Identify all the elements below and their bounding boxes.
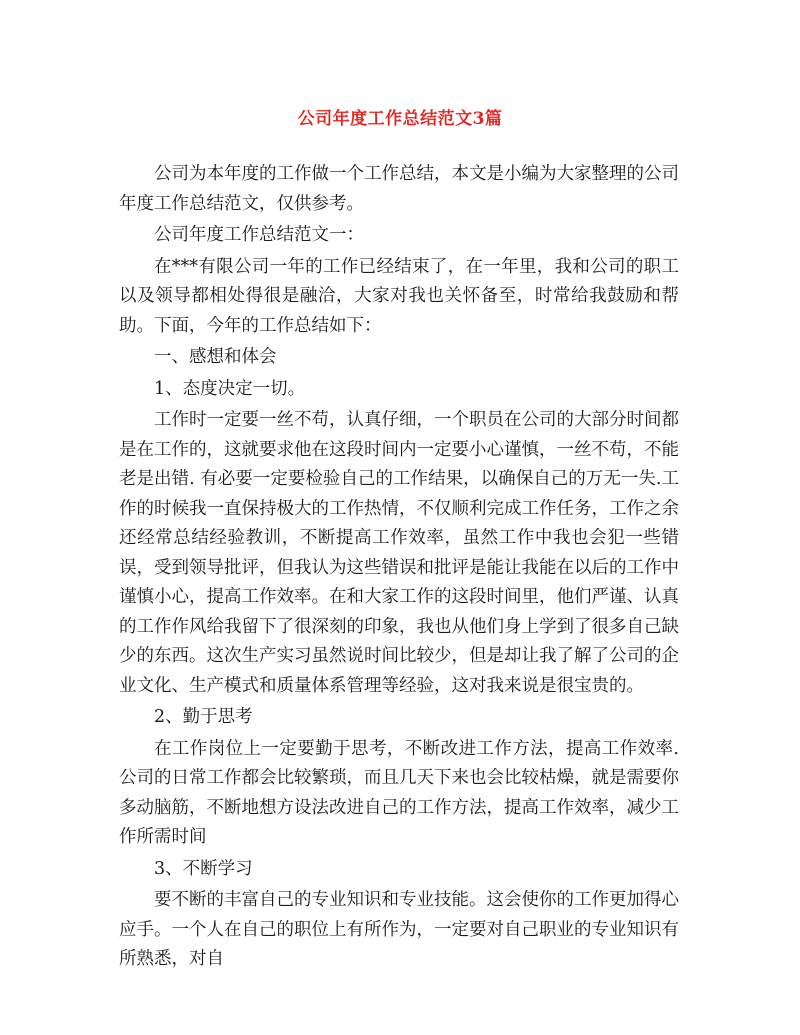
paragraph-attitude: 工作时一定要一丝不苟，认真仔细，一个职员在公司的大部分时间都是在工作的，这就要求他在这段时间内一定要小心谨慎，一丝不苟，不能老是出错. 有必要一定要检验自己的工作结果，以确保自己的万无一失.工作的时候我一直保持极大的工作热情，不仅顺利完成工作任务，工作之余还经常总结经验教训，不断提高工作效率，虽然工作中我也会犯一些错误，受到领导批评，但我认为这些错误和批评是能让我能在以后的工作中谨慎小心，提高工作效率。在和大家工作的这段时间里，他们严谨、认真的工作作风给我留下了很深刻的印象，我也从他们身上学到了很多自己缺少的东西。这次生产实习虽然说时间比较少，但是却让我了解了公司的企业文化、生产模式和质量体系管理等经验，这对我来说是很宝贵的。 (119, 410, 679, 696)
paragraph-intro: 公司为本年度的工作做一个工作总结，本文是小编为大家整理的公司年度工作总结范文，仅供参考。 (119, 164, 679, 214)
document-title: 公司年度工作总结范文3篇 (297, 109, 503, 129)
heading-thinking: 2、勤于思考 (154, 707, 253, 727)
document-body (119, 160, 679, 975)
paragraph-section-heading: 公司年度工作总结范文一： (154, 225, 364, 245)
heading-feelings: 一、感想和体会 (154, 347, 277, 367)
paragraph-learning: 要不断的丰富自己的专业知识和专业技能。这会使你的工作更加得心应手。一个人在自己的职位上有所作为，一定要对自己职业的专业知识有所熟悉，对自 (119, 890, 679, 969)
heading-attitude: 1、态度决定一切。 (154, 378, 306, 399)
paragraph-thinking: 在工作岗位上一定要勤于思考，不断改进工作方法，提高工作效率. 公司的日常工作都会比较繁琐，而且几天下来也会比较枯燥，就是需要你多动脑筋，不断地想方设法改进自己的工作方法，提高工作效率，减少工作所需时间 (119, 738, 679, 847)
heading-learning: 3、不断学习 (154, 858, 253, 879)
paragraph-opening: 在***有限公司一年的工作已经结束了，在一年里，我和公司的职工以及领导都相处得很是融洽，大家对我也关怀备至，时常给我鼓励和帮助。下面，今年的工作总结如下： (119, 256, 679, 336)
